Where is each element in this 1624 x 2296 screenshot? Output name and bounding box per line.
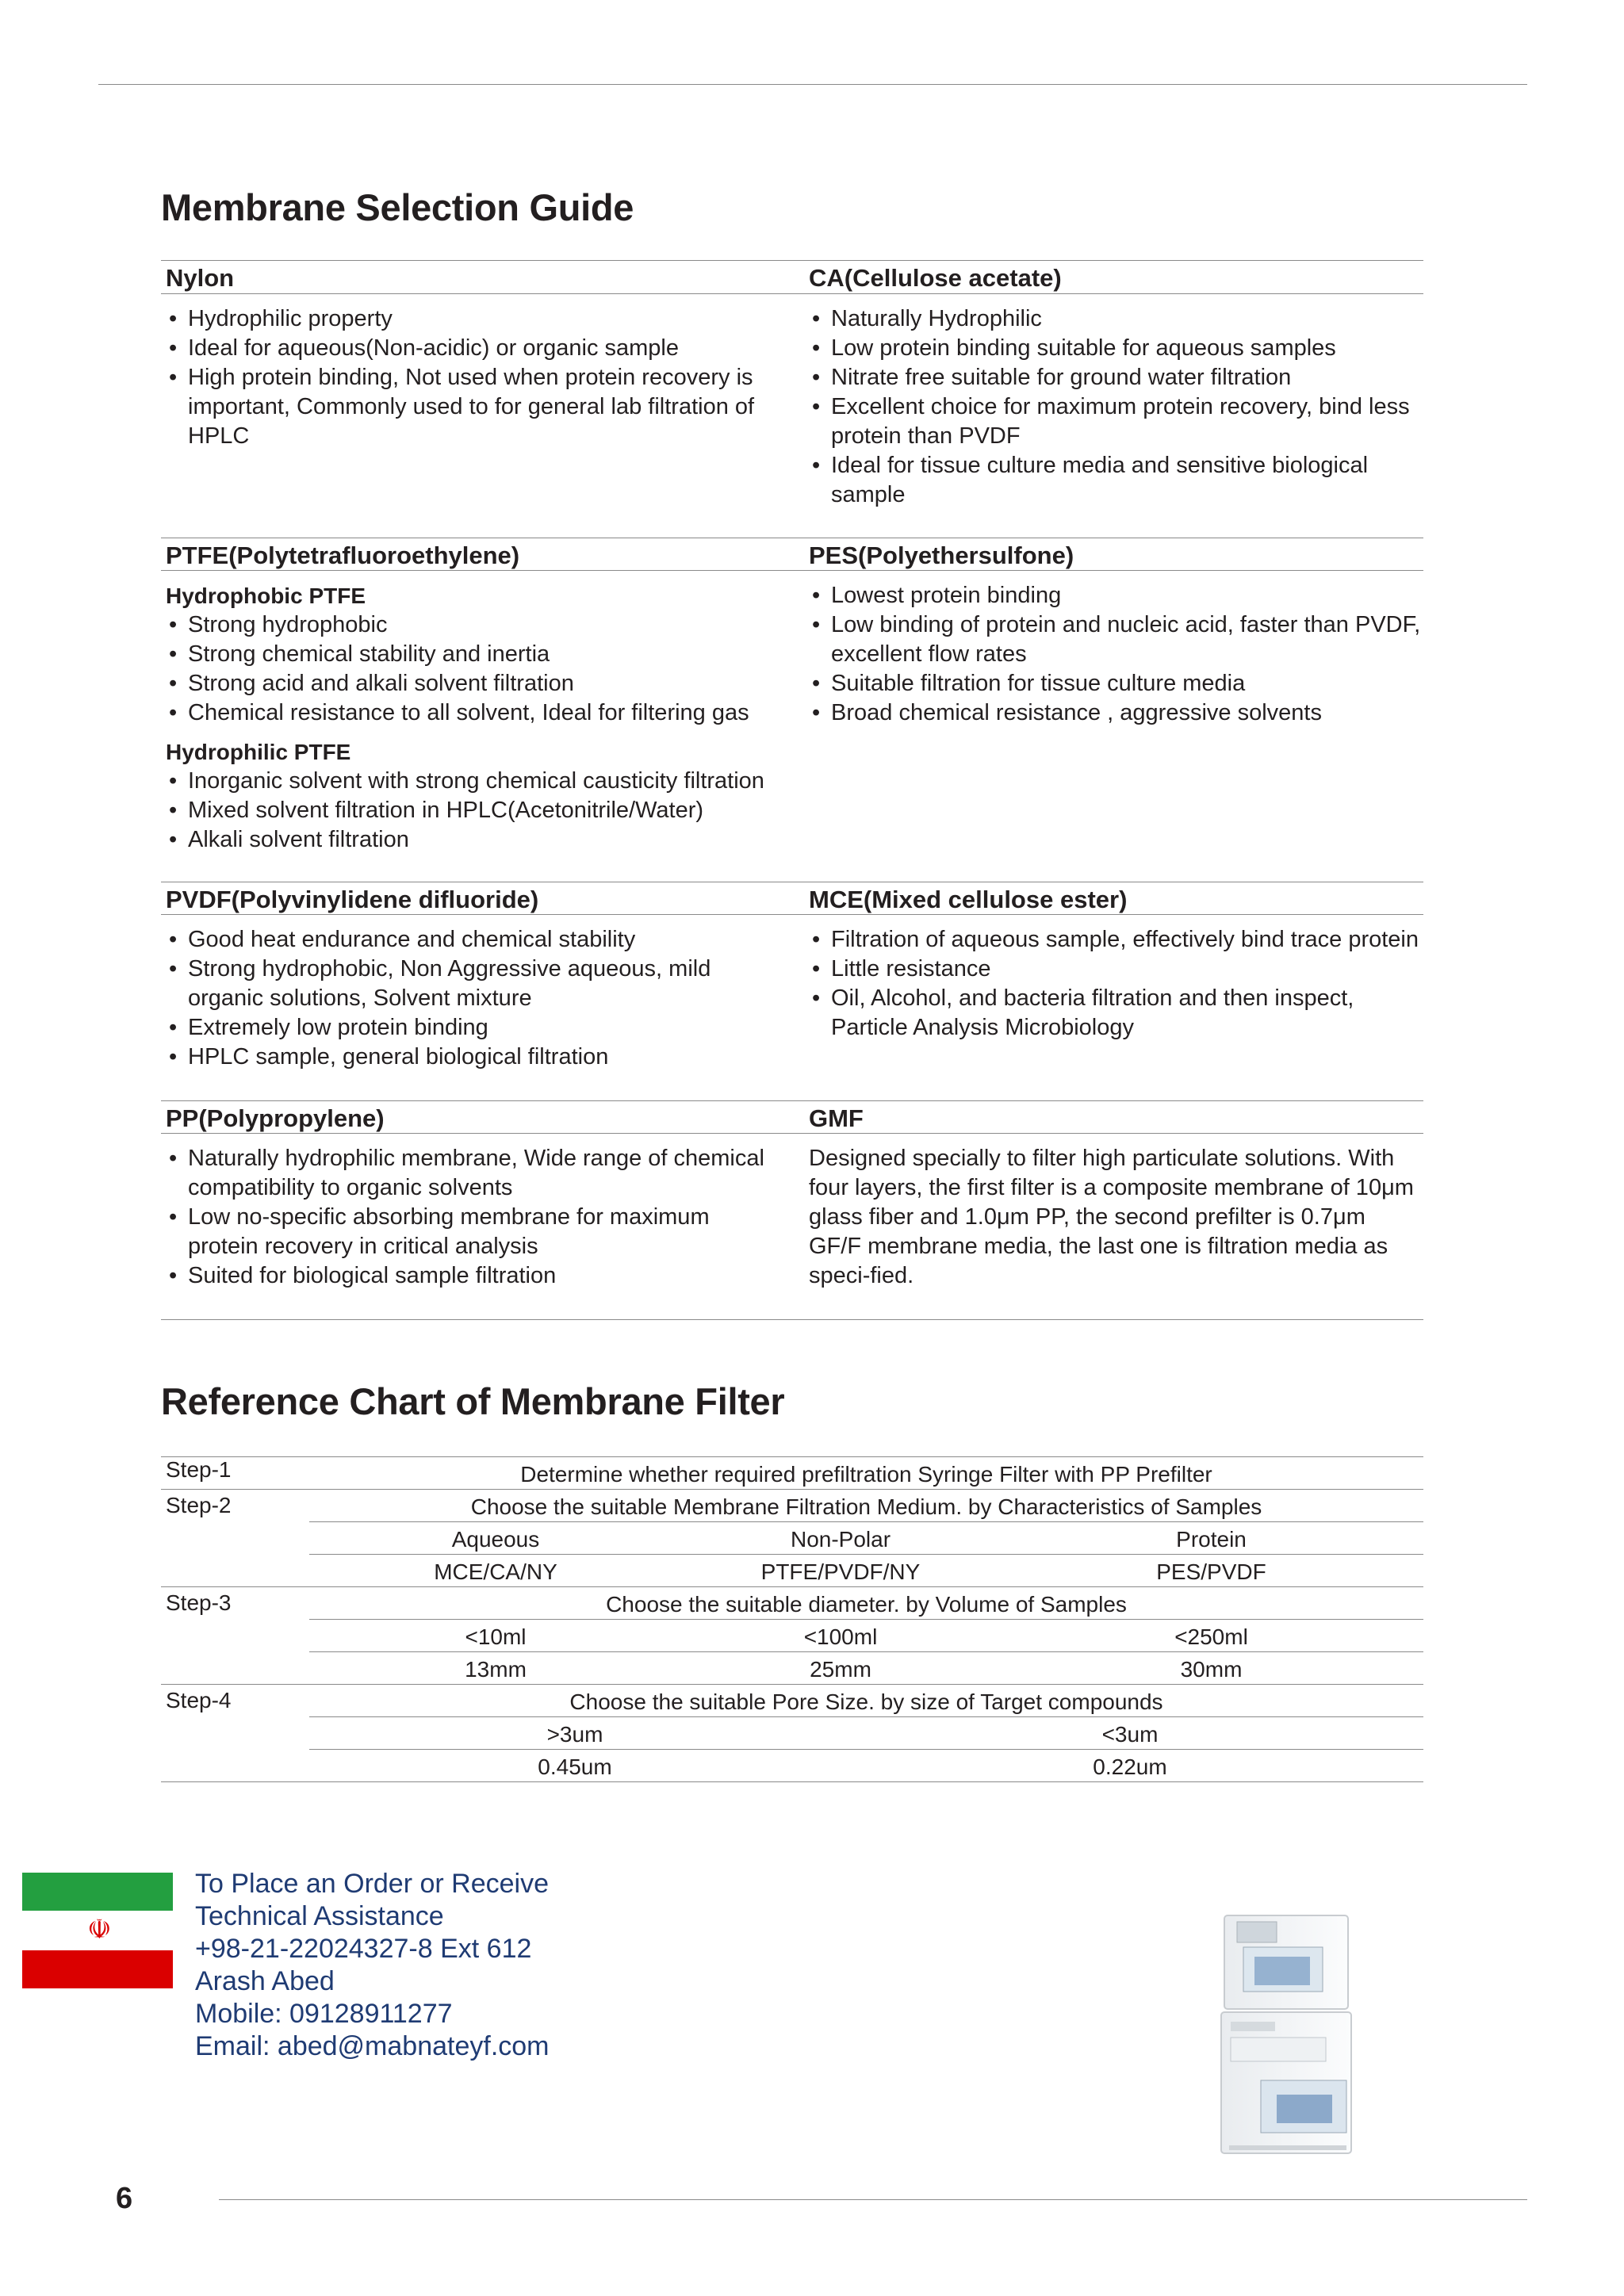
- page-number: 6: [116, 2182, 133, 2215]
- list-item: • Alkali solvent filtration: [166, 825, 792, 855]
- step3-header-100ml: <100ml: [803, 1624, 878, 1649]
- rule: [161, 914, 1423, 915]
- guide-title: Membrane Selection Guide: [161, 186, 634, 228]
- hydrophilic-ptfe-label: Hydrophilic PTFE: [166, 740, 351, 764]
- list-item: • Lowest protein binding: [809, 581, 1423, 610]
- step2-value-nonpolar: PTFE/PVDF/NY: [760, 1559, 921, 1584]
- list-item: • Naturally Hydrophilic: [809, 304, 1423, 334]
- list-item: • Ideal for aqueous(Non-acidic) or organic sample: [166, 334, 780, 363]
- list-item: • Suitable filtration for tissue culture media: [809, 669, 1423, 698]
- step1-text: Determine whether required prefiltration Syringe Filter with PP Prefilter: [520, 1462, 1212, 1487]
- rule: [309, 1521, 1423, 1522]
- step2-value-protein: PES/PVDF: [1156, 1559, 1266, 1584]
- iran-flag-icon: ☫: [22, 1873, 173, 1988]
- contact-block: [195, 1868, 550, 2063]
- list-item: • Excellent choice for maximum protein recovery, bind less protein than PVDF: [809, 392, 1423, 451]
- contact-mobile: Mobile: 09128911277: [195, 1999, 453, 2029]
- step2-value-aqueous: MCE/CA/NY: [434, 1559, 557, 1584]
- list-item: • Little resistance: [809, 955, 1423, 984]
- step2-text: Choose the suitable Membrane Filtration Medium. by Characteristics of Samples: [470, 1494, 1262, 1519]
- step3-value-30mm: 30mm: [1180, 1657, 1243, 1682]
- list-item: • Oil, Alcohol, and bacteria filtration and then inspect, Particle Analysis Microbiology: [809, 984, 1423, 1043]
- mce-heading: MCE(Mixed cellulose ester): [809, 886, 1128, 913]
- list-item: • High protein binding, Not used when protein recovery is important, Commonly used to for general lab filtration of HPLC: [166, 363, 780, 451]
- step2-header-aqueous: Aqueous: [451, 1527, 540, 1552]
- rule: [309, 1651, 1423, 1652]
- rule: [161, 1319, 1423, 1320]
- pes-heading: PES(Polyethersulfone): [809, 541, 1074, 569]
- list-item: • Low protein binding suitable for aqueous samples: [809, 334, 1423, 363]
- rule: [161, 570, 1423, 571]
- step3-label: Step-3: [166, 1590, 232, 1615]
- list-item: • Broad chemical resistance , aggressive solvents: [809, 698, 1423, 728]
- instrument-image: [1213, 1911, 1372, 2156]
- list-item: • Extremely low protein binding: [166, 1013, 780, 1043]
- step1-label: Step-1: [166, 1457, 232, 1482]
- rule: [309, 1619, 1423, 1620]
- rule: [161, 1781, 1423, 1782]
- step2-header-nonpolar: Non-Polar: [790, 1527, 891, 1552]
- step3-value-13mm: 13mm: [465, 1657, 527, 1682]
- ca-heading: CA(Cellulose acetate): [809, 264, 1062, 292]
- list-item: • Low binding of protein and nucleic acid, faster than PVDF, excellent flow rates: [809, 610, 1423, 669]
- rule: [161, 260, 1423, 261]
- step4-value-022um: 0.22um: [1093, 1755, 1167, 1779]
- step3-text: Choose the suitable diameter. by Volume of Samples: [606, 1592, 1127, 1617]
- step4-text: Choose the suitable Pore Size. by size of Target compounds: [569, 1689, 1163, 1714]
- step4-header-gt3um: >3um: [546, 1722, 603, 1747]
- list-item: • Filtration of aqueous sample, effectively bind trace protein: [809, 925, 1423, 955]
- contact-line2: Technical Assistance: [195, 1901, 444, 1931]
- mce-body: [809, 925, 1423, 1043]
- step3-header-10ml: <10ml: [465, 1624, 527, 1649]
- gmf-heading: GMF: [809, 1104, 864, 1132]
- list-item: • Nitrate free suitable for ground water filtration: [809, 363, 1423, 392]
- rule: [161, 1100, 1423, 1101]
- rule: [161, 1684, 1423, 1685]
- rule: [309, 1749, 1423, 1750]
- rule: [161, 293, 1423, 294]
- list-item: • Chemical resistance to all solvent, Ideal for filtering gas: [166, 698, 792, 728]
- list-item: • Low no-specific absorbing membrane for maximum protein recovery in critical analysis: [166, 1203, 780, 1261]
- step3-header-250ml: <250ml: [1174, 1624, 1248, 1649]
- bottom-rule: [219, 2199, 1527, 2200]
- contact-line1: To Place an Order or Receive: [195, 1869, 549, 1899]
- step4-label: Step-4: [166, 1688, 232, 1712]
- ptfe-heading: PTFE(Polytetrafluoroethylene): [166, 541, 520, 569]
- step2-label: Step-2: [166, 1493, 232, 1517]
- top-rule: [98, 84, 1527, 85]
- pvdf-heading: PVDF(Polyvinylidene difluoride): [166, 886, 539, 913]
- list-item: • Suited for biological sample filtration: [166, 1261, 780, 1291]
- list-item: • Ideal for tissue culture media and sensitive biological sample: [809, 451, 1423, 510]
- pvdf-body: [166, 925, 780, 1072]
- reference-title: Reference Chart of Membrane Filter: [161, 1380, 785, 1422]
- step4-header-lt3um: <3um: [1101, 1722, 1159, 1747]
- pes-body: [809, 581, 1423, 728]
- nylon-heading: Nylon: [166, 264, 235, 292]
- rule: [309, 1554, 1423, 1555]
- pp-body: [166, 1144, 780, 1291]
- list-item: • Strong chemical stability and inertia: [166, 640, 792, 669]
- rule: [161, 1586, 1423, 1587]
- rule: [161, 1489, 1423, 1490]
- list-item: • Mixed solvent filtration in HPLC(Acetonitrile/Water): [166, 796, 792, 825]
- list-item: • HPLC sample, general biological filtration: [166, 1043, 780, 1072]
- ca-body: [809, 304, 1423, 510]
- gmf-body: Designed specially to filter high particulate solutions. With four layers, the first filter is a composite membrane of 10μm glass fiber and 1.0μm PP, the second prefilter is 0.7μm GF/F membrane media, the last one is filtration media as speci-fied.: [809, 1146, 1414, 1288]
- list-item: • Naturally hydrophilic membrane, Wide range of chemical compatibility to organic solvents: [166, 1144, 780, 1203]
- ptfe-body: [166, 581, 792, 855]
- contact-name: Arash Abed: [195, 1966, 335, 1996]
- rule: [161, 1456, 1423, 1457]
- hydrophobic-ptfe-label: Hydrophobic PTFE: [166, 584, 366, 608]
- list-item: • Strong acid and alkali solvent filtration: [166, 669, 792, 698]
- pp-heading: PP(Polypropylene): [166, 1104, 385, 1132]
- list-item: • Strong hydrophobic, Non Aggressive aqueous, mild organic solutions, Solvent mixture: [166, 955, 780, 1013]
- step3-value-25mm: 25mm: [810, 1657, 871, 1682]
- list-item: • Inorganic solvent with strong chemical causticity filtration: [166, 767, 792, 796]
- step2-header-protein: Protein: [1176, 1527, 1247, 1552]
- nylon-body: [166, 304, 780, 451]
- list-item: • Good heat endurance and chemical stability: [166, 925, 780, 955]
- contact-email[interactable]: Email: abed@mabnateyf.com: [195, 2031, 550, 2061]
- step4-value-045um: 0.45um: [538, 1755, 612, 1779]
- rule: [309, 1716, 1423, 1717]
- list-item: • Strong hydrophobic: [166, 610, 792, 640]
- contact-phone: +98-21-22024327-8 Ext 612: [195, 1934, 532, 1964]
- rule: [161, 1133, 1423, 1134]
- list-item: • Hydrophilic property: [166, 304, 780, 334]
